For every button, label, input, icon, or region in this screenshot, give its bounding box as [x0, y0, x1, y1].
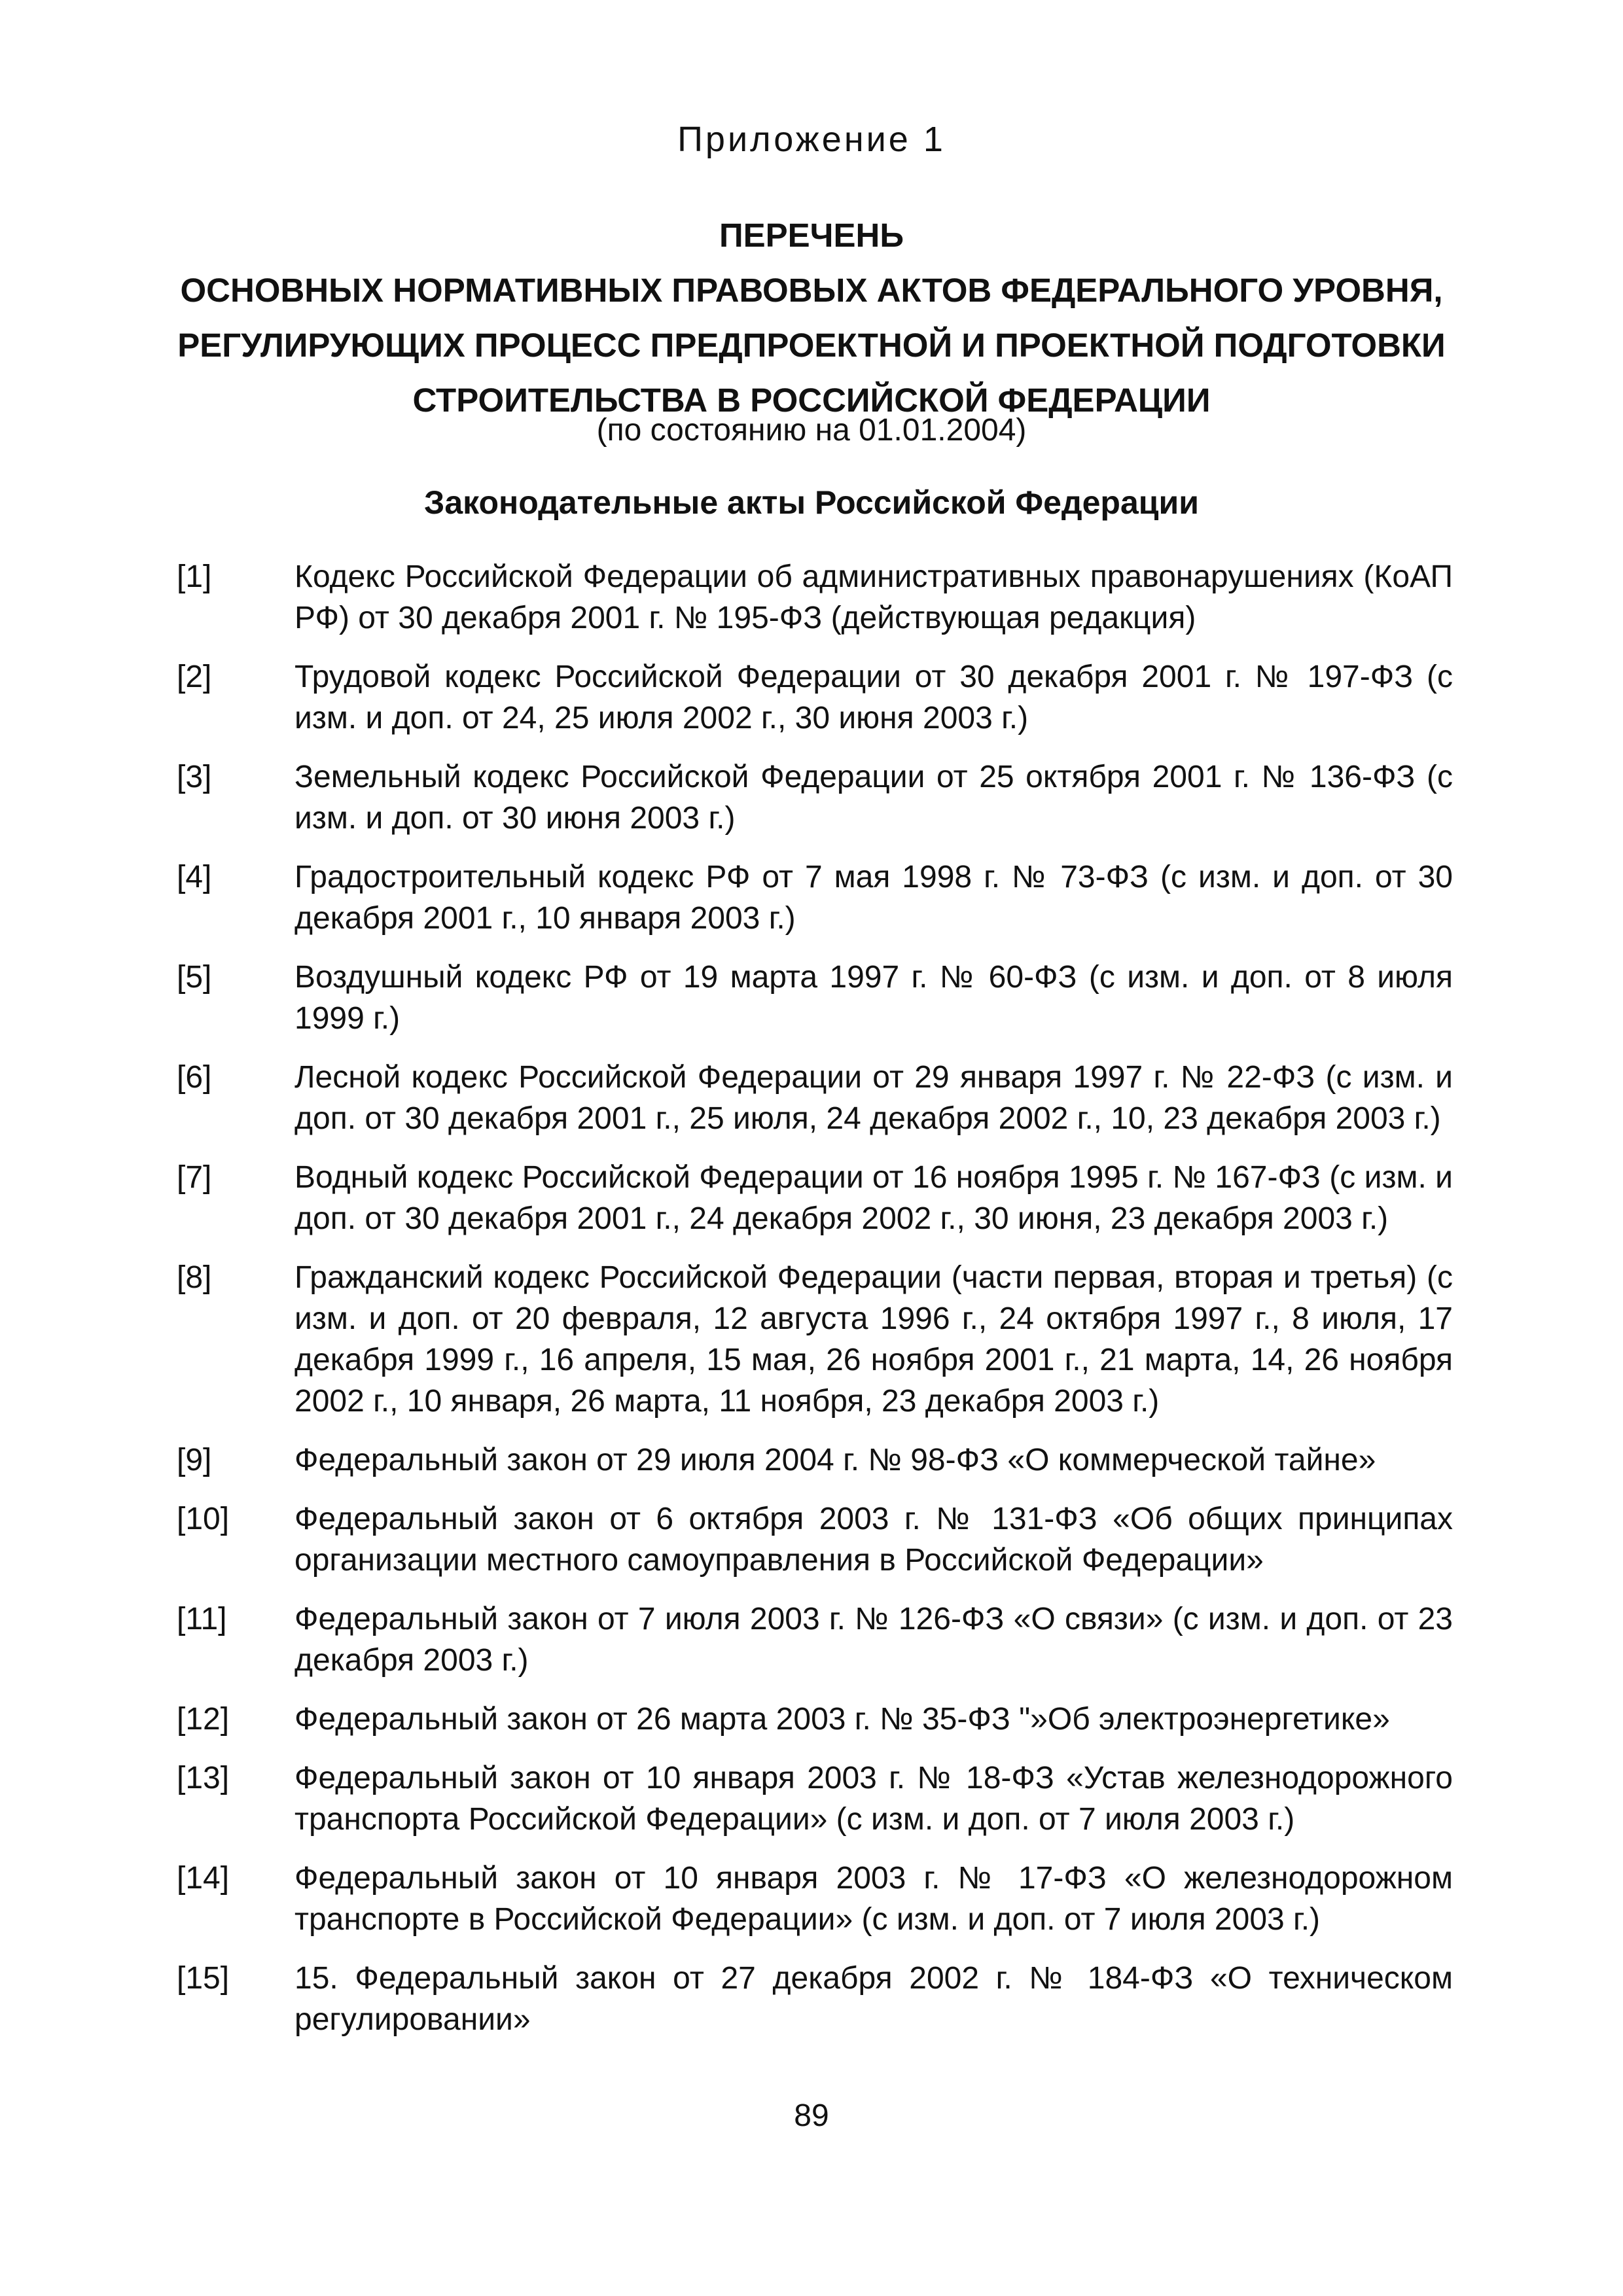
entry-number: [12] — [177, 1702, 230, 1737]
entry-number: [13] — [177, 1761, 230, 1795]
list-item — [177, 1257, 1453, 1422]
entry-text: Лесной кодекс Российской Федерации от 29 января 1997 г. № 22-ФЗ (с изм. и доп. от 30 декабря 2001 г., 25 июля, 24 декабря 2002 г., 10, 23 декабря 2003 г.) — [294, 1060, 1453, 1136]
list-item — [177, 857, 1453, 939]
page-number: 89 — [794, 2098, 829, 2133]
title-line-2: ОСНОВНЫХ НОРМАТИВНЫХ ПРАВОВЫХ АКТОВ ФЕДЕРАЛЬНОГО УРОВНЯ, — [180, 272, 1443, 309]
appendix-label: Приложение 1 — [677, 120, 946, 159]
section-heading: Законодательные акты Российской Федерации — [424, 484, 1199, 521]
entry-text: Федеральный закон от 10 января 2003 г. № 17-ФЗ «О железнодорожном транспорте в Российской Федерации» (с изм. и доп. от 7 июля 2003 г.) — [294, 1861, 1453, 1937]
entry-number: [10] — [177, 1502, 230, 1536]
entry-number: [6] — [177, 1060, 212, 1095]
list-item — [177, 1157, 1453, 1239]
entries-list — [177, 556, 1453, 2058]
entry-number: [8] — [177, 1260, 212, 1295]
entry-number: [4] — [177, 860, 212, 894]
list-item — [177, 957, 1453, 1039]
title-line-4: СТРОИТЕЛЬСТВА В РОССИЙСКОЙ ФЕДЕРАЦИИ — [412, 381, 1211, 419]
entry-number: [9] — [177, 1443, 212, 1477]
entry-text: Градостроительный кодекс РФ от 7 мая 1998 г. № 73-ФЗ (с изм. и доп. от 30 декабря 2001 г., 10 января 2003 г.) — [294, 860, 1453, 936]
entry-text: Водный кодекс Российской Федерации от 16 ноября 1995 г. № 167-ФЗ (с изм. и доп. от 30 декабря 2001 г., 24 декабря 2002 г., 30 июня, 23 декабря 2003 г.) — [294, 1160, 1453, 1236]
entry-text: Федеральный закон от 10 января 2003 г. № 18-ФЗ «Устав железнодорожного транспорта Российской Федерации» (с изм. и доп. от 7 июля 2003 г.) — [294, 1761, 1453, 1837]
entry-number: [15] — [177, 1961, 230, 1996]
title-line-3: РЕГУЛИРУЮЩИХ ПРОЦЕСС ПРЕДПРОЕКТНОЙ И ПРОЕКТНОЙ ПОДГОТОВКИ — [177, 327, 1446, 364]
entry-text: Гражданский кодекс Российской Федерации (части первая, вторая и третья) (с изм. и доп. от 20 февраля, 12 августа 1996 г., 24 октября 1997 г., 8 июля, 17 декабря 1999 г., 16 апреля, 15 мая, 26 ноября 2001 г., 21 марта, 14, 26 ноября 2002 г., 10 января, 26 марта, 11 ноября, 23 декабря 2003 г.) — [294, 1260, 1453, 1419]
entry-text: Кодекс Российской Федерации об административных правонарушениях (КоАП РФ) от 30 декабря 2001 г. № 195-ФЗ (действующая редакция) — [294, 559, 1453, 635]
entry-text: Федеральный закон от 7 июля 2003 г. № 126-ФЗ «О связи» (с изм. и доп. от 23 декабря 2003 г.) — [294, 1602, 1453, 1678]
list-item — [177, 656, 1453, 739]
list-item — [177, 1598, 1453, 1681]
list-item — [177, 1858, 1453, 1940]
entry-text: Федеральный закон от 6 октября 2003 г. № 131-ФЗ «Об общих принципах организации местного самоуправления в Российской Федерации» — [294, 1502, 1453, 1578]
entry-text: 15. Федеральный закон от 27 декабря 2002 г. № 184-ФЗ «О техническом регулировании» — [294, 1961, 1453, 2037]
document-title — [170, 208, 1453, 428]
list-item — [177, 1958, 1453, 2040]
list-item — [177, 1757, 1453, 1840]
list-item — [177, 1498, 1453, 1581]
entry-text: Воздушный кодекс РФ от 19 марта 1997 г. № 60-ФЗ (с изм. и доп. от 8 июля 1999 г.) — [294, 960, 1453, 1036]
list-item — [177, 556, 1453, 639]
entry-number: [1] — [177, 559, 212, 594]
entry-text: Земельный кодекс Российской Федерации от 25 октября 2001 г. № 136-ФЗ (с изм. и доп. от 30 июня 2003 г.) — [294, 760, 1453, 836]
title-line-1: ПЕРЕЧЕНЬ — [719, 217, 904, 254]
entry-text: Федеральный закон от 26 марта 2003 г. № 35-ФЗ "»Об электроэнергетике» — [294, 1702, 1390, 1737]
entry-number: [3] — [177, 760, 212, 794]
entry-number: [5] — [177, 960, 212, 995]
entry-number: [14] — [177, 1861, 230, 1896]
entry-text: Федеральный закон от 29 июля 2004 г. № 98-ФЗ «О коммерческой тайне» — [294, 1443, 1376, 1477]
list-item — [177, 1439, 1453, 1481]
list-item — [177, 1699, 1453, 1740]
list-item — [177, 1057, 1453, 1139]
entry-number: [2] — [177, 660, 212, 694]
entry-number: [7] — [177, 1160, 212, 1195]
entry-text: Трудовой кодекс Российской Федерации от 30 декабря 2001 г. № 197-ФЗ (с изм. и доп. от 24, 25 июля 2002 г., 30 июня 2003 г.) — [294, 660, 1453, 735]
as-of-date: (по состоянию на 01.01.2004) — [596, 413, 1027, 448]
list-item — [177, 756, 1453, 839]
entry-number: [11] — [177, 1602, 227, 1636]
